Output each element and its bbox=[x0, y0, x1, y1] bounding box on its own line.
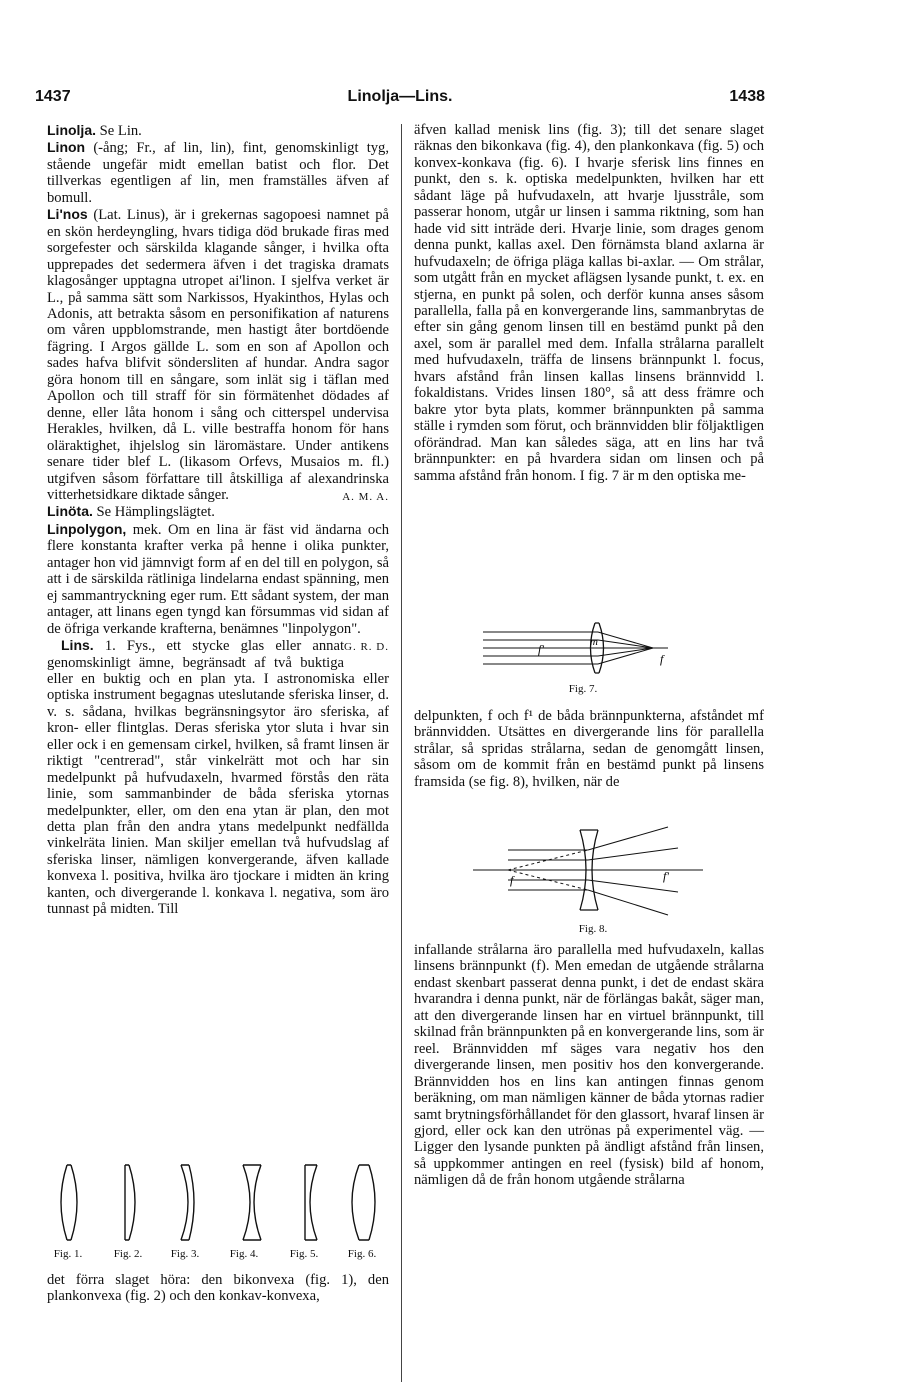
page-number-right: 1438 bbox=[729, 88, 765, 105]
biconvex-lens bbox=[61, 1165, 77, 1240]
signature: A. M. A. bbox=[342, 490, 389, 503]
entry-linpolygon: Linpolygon, mek. Om en lina är fäst vid ändarna och flere konstanta krafter verka på henne i olika punkter, antager hon vid jämnvigt form af en del till en polygon, så att i de särskilda rätliniga lindelarna endast spänning, men ej sammantryckning eger rum. Ett sådant system, der man antager, att linans egen tyngd kan försummas vid sidan af de öfriga verkande krafterna, benämnes "linpolygon". G. R. D. bbox=[47, 521, 389, 637]
fig-3-label: Fig. 3. bbox=[170, 1248, 200, 1260]
fig-7-label: Fig. 7. bbox=[568, 683, 598, 695]
fig-8-diverging-lens bbox=[468, 822, 708, 920]
right-column-part-2: delpunkten, f och f¹ de båda brännpunkterna, afståndet mf brännvidden. Utsättes en divergerande lins för parallella strålar, så spridas strålarna, sedan de genomgått linsen, såsom om de kommit från en bestämd punkt på linsens framsida (se fig. 8), hvilken, när de bbox=[414, 708, 764, 790]
right-column-part-3: infallande strålarna äro parallella med hufvudaxeln, kallas linsens brännpunkt (f). Men emedan de utgående strålarna endast skenbart passerat denna punkt, i det de endast skära hvarandra i denna punkt, när de förlängas bakåt, säger man, att den divergerande linsen har en virtuel brännpunkt, till skilnad från brännpunkten på en konvergerande lins, som är reel. Brännvidden mf säges vara negativ hos den divergerande linsen, men positiv hos den konvergerande. Brännvidden hos en lins kan antingen finnas genom beräkning, om man nämligen känner de båda ytornas radier samt brytningsförhållandet för den glassort, hvaraf linsen är gjord, eller ock kan den utrönas på experimentel väg. — Ligger den lysande punkten på ändligt afstånd från linsen, så uppkommer antingen en reel (fysisk) bild af honom, nämligen då de från honom utgående strålarna bbox=[414, 942, 764, 1189]
fig-7-converging-lens bbox=[478, 618, 698, 680]
fig-2-label: Fig. 2. bbox=[113, 1248, 143, 1260]
entry-linos: Li'nos (Lat. Linus), är i grekernas sagopoesi namnet på en skön herdeyngling, hvars tidiga död brukade firas med sorgefester och särskilda klagande sånger, i hvilka ofta upprepades det sedermera äfven i det tragiska dramats klagosånger upptagna utropet ai'linon. I sjelfva verket är L., på samma sätt som Narkissos, Hyakinthos, Hylas och Adonis, att betrakta såsom en personifikation af naturens om våren uppblomstrande, men hastigt åter bortdöende fägring. I Argos gällde L. som en son af Apollon och sades hafva blifvit söndersliten af hundar. Andra sagor göra honom till en sångare, som inlät sig i täflan med Apollon och till straff för sin förmätenhet dödades af denne, eller låta honom i sång och citterspel undervisa Herakles, hvilken, då L. ville bestraffa honom för hans oläraktighet, ihjelslog sin läromästare. Under antikens senare tider blef L. (likasom Orfevs, Musaios m. fl.) utgifven såsom författare till åtskilliga af alexandrinska vitterhetsidkare diktade sånger. A. M. A. bbox=[47, 206, 389, 503]
fig-4-label: Fig. 4. bbox=[229, 1248, 259, 1260]
signature: G. R. D. bbox=[344, 641, 389, 654]
left-column-tail: det förra slaget höra: den bikonvexa (fig. 1), den plankonvexa (fig. 2) och den konkav-konvexa, bbox=[47, 1272, 389, 1305]
fig-8-label-f1: f' bbox=[663, 869, 669, 883]
page-header bbox=[35, 88, 765, 110]
entry-lins: Lins. 1. Fys., ett stycke glas eller annat genomskinligt ämne, begränsadt af två buktiga eller en buktig och en plan yta. I astronomiska eller optiska instrument begagnas uteslutande sferiska linser, d. v. s. sådana, hvilkas begränsningsytor äro sferiska, af kron- eller flintglas. Deras sferiska ytor sluta i hvar sin eller ock i en gemensam cirkel, hvilken, så framt linsen är riktigt "centrerad", står vinkelrätt mot och har sin medelpunkt på hufvudaxeln, hvarmed förstås den räta linie, som sammanbinder de båda sferiska ytornas medelpunkter, eller, om den ena ytan är plan, den mot detta plan från den andra ytans medelpunkt nedfällda vinkelräta linien. Man skiljer emellan två hufvudslag af sferiska linser, nämligen konvergerande, äfven kallade konvexa l. positiva, hvilka äro tjockare i midten än kring kanten, och divergerande l. konkava l. negativa, som äro tunnast på midten. Till bbox=[47, 637, 389, 918]
left-column bbox=[47, 122, 389, 918]
biconcave-lens bbox=[243, 1165, 261, 1240]
lens-figures-1-6 bbox=[47, 1160, 392, 1245]
fig-6-label: Fig. 6. bbox=[347, 1248, 377, 1260]
right-column-part-1: äfven kallad menisk lins (fig. 3); till det senare slaget räknas den bikonkava (fig. 4), den plankonkava (fig. 5) och konvex-konkava (fig. 6). I hvarje sferisk lins finnes en punkt, den s. k. optiska medelpunkten, hvilken har ett sådant läge på hufvudaxeln, att hvarje ljusstråle, som passerar honom, utgår ur linsen i samma riktning, som han hade vid sitt inträde deri. Hvarje linie, som drages genom denna punkt, kallas axel. Den förnämsta bland axlarna är hufvudaxeln; de öfriga pläga kallas bi-axlar. — Om strålar, som utgått från en mycket aflägsen lysande punkt, t. ex. en stjerna, en punkt på solen, och derför kunna anses såsom parallella, falla på en konvergerande lins, sammanbrytas de efter sin gång genom linsen till en bestämd punkt på den axel, som är parallel med dem. Infalla strålarna parallelt med hufvudaxeln, träffa de linsens brännpunkt l. focus, hvars afstånd från linsen kallas linsens brännvidd l. fokaldistans. Vrides linsen 180°, så att dess främre och bakre ytor byta plats, kommer brännpunkten på samma ställe i rymden som förut, och brännvidden blir följaktligen oförändrad. Man kan således säga, att en lins har två brännpunkter: en på hvardera sidan om linsen och på samma afstånd från honom. I fig. 7 är m den optiska me- bbox=[414, 122, 764, 484]
column-rule bbox=[401, 124, 402, 1382]
entry-linolja: Linolja. Se Lin. bbox=[47, 122, 142, 139]
fig-7-label-m: m bbox=[590, 636, 598, 648]
entry-linon: Linon (-ång; Fr., af lin, lin), fint, genomskinligt tyg, stående ungefär midt emellan batist och flor. Det tillverkas egentligen af lin, men framställes äfven af bomull. bbox=[47, 139, 389, 206]
page-number-left: 1437 bbox=[35, 88, 71, 105]
entry-linota: Linöta. Se Hämplingslägtet. bbox=[47, 503, 215, 521]
planoconcave-lens bbox=[305, 1165, 317, 1240]
planoconvex-lens bbox=[125, 1165, 135, 1240]
fig-5-label: Fig. 5. bbox=[289, 1248, 319, 1260]
fig-7-label-f: f bbox=[660, 652, 664, 666]
running-title: Linolja—Lins. bbox=[347, 88, 453, 105]
fig-8-label-f: f bbox=[510, 873, 514, 887]
fig-8-label: Fig. 8. bbox=[578, 923, 608, 935]
fig-7-label-f1: f' bbox=[538, 642, 544, 656]
fig-1-label: Fig. 1. bbox=[53, 1248, 83, 1260]
meniscus-lens bbox=[181, 1165, 194, 1240]
convex-concave-lens bbox=[352, 1165, 375, 1240]
